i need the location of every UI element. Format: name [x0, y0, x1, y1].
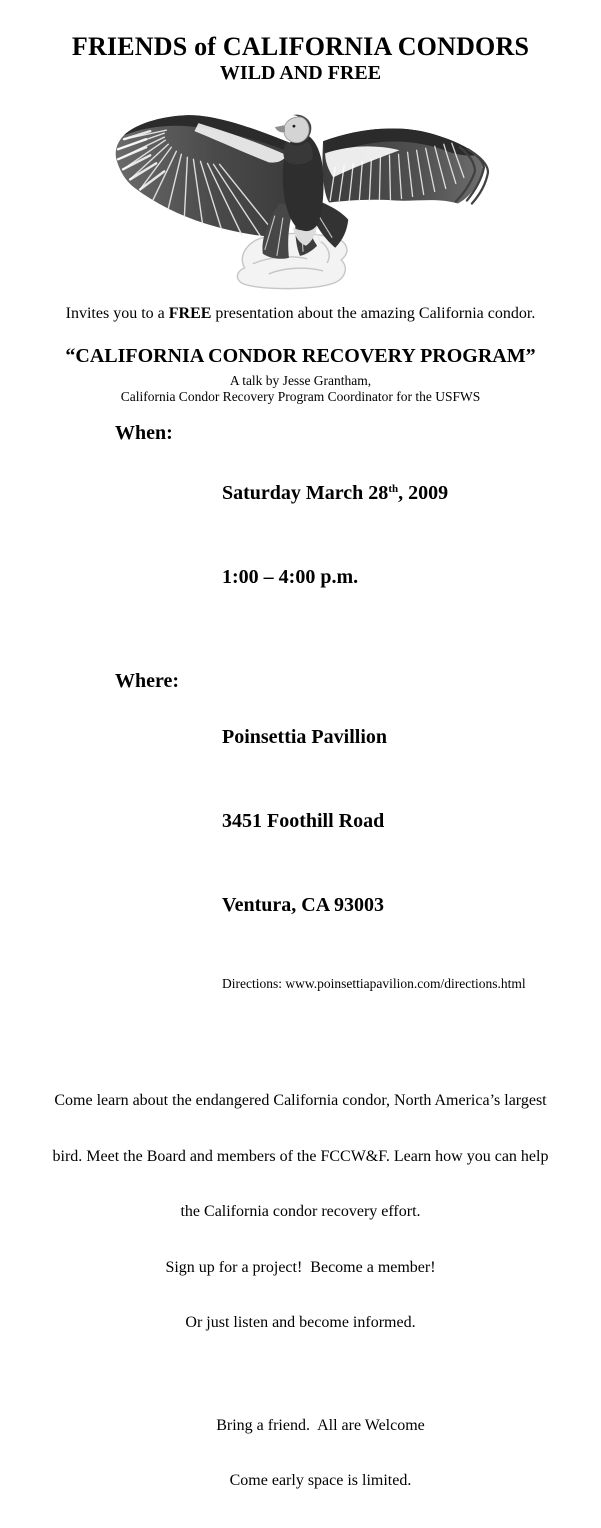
date-superscript: th [388, 483, 399, 495]
closing-block [40, 1380, 601, 1528]
directions-url: Directions: www.poinsettiapavilion.com/directions.html [222, 976, 526, 991]
invite-prefix: Invites you to a [65, 305, 169, 322]
invite-suffix: presentation about the amazing California condor. [211, 305, 536, 322]
street-address: 3451 Foothill Road [222, 810, 385, 832]
description-line: bird. Meet the Board and members of the FCCW&F. Learn how you can help [52, 1147, 549, 1165]
bring-friend-line: Bring a friend. All are Welcome [216, 1416, 425, 1434]
when-date: Saturday March 28th, 2009 [222, 482, 449, 504]
description-line: the California condor recovery effort. [180, 1203, 421, 1220]
program-title: “CALIFORNIA CONDOR RECOVERY PROGRAM” [65, 345, 536, 367]
city-state-zip: Ventura, CA 93003 [222, 894, 385, 916]
when-section [115, 419, 601, 647]
condor-bird-image [109, 103, 493, 289]
signup-line: Sign up for a project! Become a member! [165, 1258, 436, 1276]
flyer-page [0, 32, 601, 1489]
flyer-title: FRIENDS of CALIFORNIA CONDORS [71, 32, 530, 61]
flyer-subtitle: WILD AND FREE [219, 62, 382, 84]
description-paragraph [0, 1055, 601, 1370]
free-emphasis: FREE [168, 305, 212, 322]
venue-name: Poinsettia Pavillion [222, 726, 387, 748]
listen-line: Or just listen and become informed. [185, 1314, 416, 1331]
speaker-role-line: California Condor Recovery Program Coordinator for the USFWS [120, 388, 481, 404]
where-section [115, 667, 601, 1048]
invite-line [0, 304, 601, 324]
when-time: 1:00 – 4:00 p.m. [222, 566, 359, 588]
condor-illustration [109, 103, 493, 289]
description-line: Come learn about the endangered California condor, North America’s largest [54, 1092, 547, 1109]
speaker-line: A talk by Jesse Grantham, [229, 373, 372, 388]
come-early-line: Come early space is limited. [229, 1472, 412, 1489]
when-label: When: [115, 422, 173, 444]
where-label: Where: [115, 670, 180, 692]
